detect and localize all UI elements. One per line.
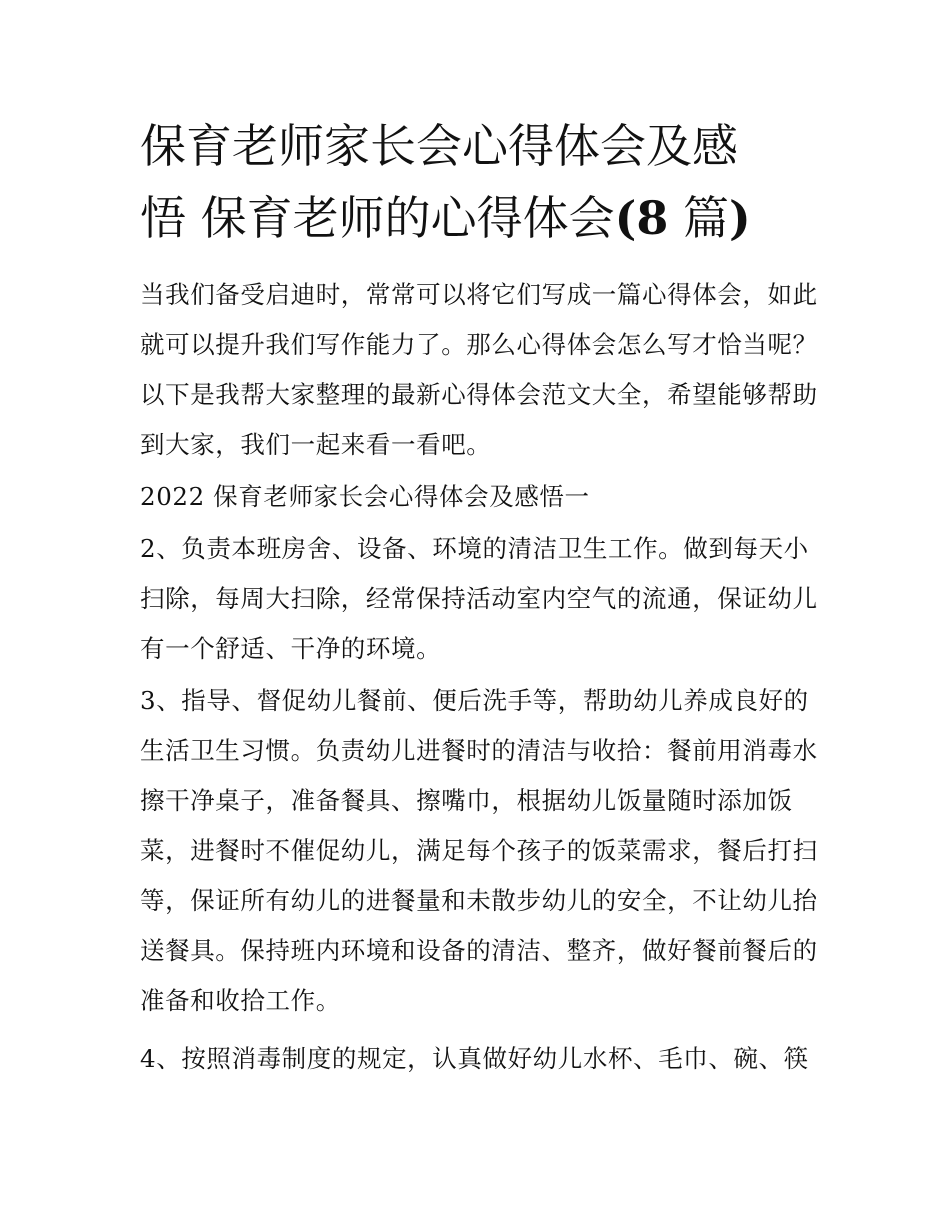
document-title	[140, 110, 820, 254]
document-page	[140, 110, 820, 1084]
section-heading: 2022 保育老师家长会心得体会及感悟一	[140, 482, 590, 511]
title-close-paren: )	[729, 191, 751, 245]
title-count: (8	[614, 191, 669, 245]
title-line-2: 悟 保育老师的心得体会	[140, 191, 615, 245]
document-body	[140, 270, 820, 1084]
item-2-paragraph: 2、负责本班房舍、设备、环境的清洁卫生工作。做到每天小扫除，每周大扫除，经常保持活动室内空气的流通，保证幼儿有一个舒适、干净的环境。	[140, 534, 818, 663]
item-4-paragraph: 4、按照消毒制度的规定，认真做好幼儿水杯、毛巾、碗、筷	[140, 1044, 809, 1073]
title-line-1: 保育老师家长会心得体会及感	[140, 119, 738, 173]
intro-paragraph: 当我们备受启迪时，常常可以将它们写成一篇心得体会，如此就可以提升我们写作能力了。那么心得体会怎么写才恰当呢？以下是我帮大家整理的最新心得体会范文大全，希望能够帮助到大家，我们一起来看一看吧。	[140, 280, 818, 459]
item-3-paragraph: 3、指导、督促幼儿餐前、便后洗手等，帮助幼儿养成良好的生活卫生习惯。负责幼儿进餐时的清洁与收拾：餐前用消毒水擦干净桌子，准备餐具、擦嘴巾，根据幼儿饭量随时添加饭菜，进餐时不催促幼儿，满足每个孩子的饭菜需求，餐后打扫等，保证所有幼儿的进餐量和未散步幼儿的安全，不让幼儿抬送餐具。保持班内环境和设备的清洁、整齐，做好餐前餐后的准备和收拾工作。	[140, 686, 818, 1015]
title-unit: 篇	[668, 191, 730, 245]
